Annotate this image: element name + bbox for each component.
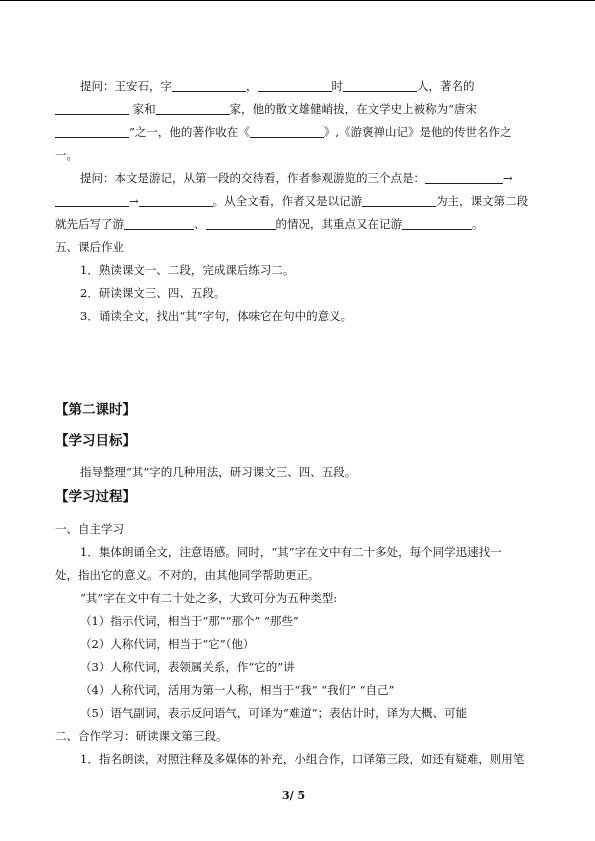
homework-item: 1．熟读课文一、二段，完成课后练习二。: [80, 263, 295, 277]
section-title: 一、自主学习: [55, 522, 124, 536]
homework-title: 五、课后作业: [55, 240, 124, 254]
type-item: （1）指示代词，相当于“那”“那个” “那些”: [80, 614, 299, 628]
q2-line-3: [55, 217, 484, 231]
blank-field: [124, 218, 194, 230]
lesson-heading: 【第二课时】: [55, 402, 136, 418]
q2-line-2: [55, 194, 528, 208]
blank-field: [402, 218, 472, 230]
type-item: （2）人称代词，相当于“它”（他）: [80, 637, 255, 651]
q2-text: 、: [194, 217, 206, 231]
q2-text: 为主，课文第二段: [436, 194, 529, 208]
paragraph-line: “其”字在文中有二十处之多，大致可分为五种类型:: [80, 591, 338, 605]
blank-field: [55, 126, 129, 138]
q1-text: 》,《游褒禅山记》是他的传世名作之: [323, 125, 512, 139]
goal-text: 指导整理“其”字的几种用法，研习课文三、四、五段。: [80, 465, 357, 479]
blank-field: [55, 195, 129, 207]
paragraph-line: 1．集体朗诵全文，注意语感。同时，“其”字在文中有二十多处，每个同学迅速找一: [80, 545, 502, 559]
q1-text: 时: [331, 79, 343, 93]
q1-text: 家，他的散文雄健峭拔，在文学史上被称为“唐宋: [229, 102, 478, 116]
blank-field: [250, 126, 324, 138]
blank-field: [55, 103, 129, 115]
process-heading: 【学习过程】: [55, 489, 136, 505]
q1-text: ”之一，他的著作收在《: [129, 125, 250, 139]
paragraph-line: 1．指名朗读，对照注释及多媒体的补充，小组合作，口译第三段，如还有疑难，则用笔: [80, 752, 525, 766]
q1-line-1: [80, 79, 475, 93]
q1-line-2: [55, 102, 477, 116]
blank-field: [343, 80, 417, 92]
paragraph-line: 处，指出它的意义。不对的，由其他同学帮助更正。: [55, 568, 320, 582]
q1-text: 人，著名的: [417, 79, 475, 93]
q1-text: 家和: [132, 102, 156, 116]
q2-text: 。: [472, 217, 484, 231]
arrow-icon: →: [129, 194, 139, 208]
blank-field: [156, 103, 230, 115]
goal-heading: 【学习目标】: [55, 433, 136, 449]
blank-field: [362, 195, 436, 207]
q2-text: 就先后写了游: [55, 217, 124, 231]
blank-field: [425, 172, 503, 184]
type-item: （4）人称代词，活用为第一人称，相当于“我” “我们” “自己”: [80, 683, 395, 697]
blank-field: [258, 80, 332, 92]
q2-text: 的情况，其重点又在记游: [275, 217, 402, 231]
homework-item: 2．研读课文三、四、五段。: [80, 286, 226, 300]
q1-text: 一。: [55, 148, 78, 162]
page-number: 3/ 5: [282, 789, 306, 802]
homework-item: 3．诵读全文，找出“其”字句，体味它在句中的意义。: [80, 309, 353, 323]
q1-line-3: [55, 125, 512, 139]
q1-text: 提问：王安石，字: [80, 79, 172, 93]
q2-text: 提问：本文是游记，从第一段的交待看，作者参观游览的三个点是：: [80, 171, 425, 185]
blank-field: [139, 195, 213, 207]
type-item: （5）语气副词，表示反问语气，可译为“难道”；表估计时，译为大概、可能: [80, 706, 468, 720]
arrow-icon: →: [503, 171, 513, 185]
q1-text: ，: [246, 79, 258, 93]
blank-field: [206, 218, 276, 230]
page-top-rule: [0, 0, 595, 1]
q1-line-4: [55, 148, 78, 162]
type-item: （3）人称代词，表领属关系，作“它的”讲: [80, 660, 295, 674]
q2-text: 。从全文看，作者又是以记游: [212, 194, 363, 208]
blank-field: [172, 80, 246, 92]
q2-line-1: [80, 171, 513, 185]
section-title: 二、合作学习：研读课文第三段。: [55, 729, 228, 743]
